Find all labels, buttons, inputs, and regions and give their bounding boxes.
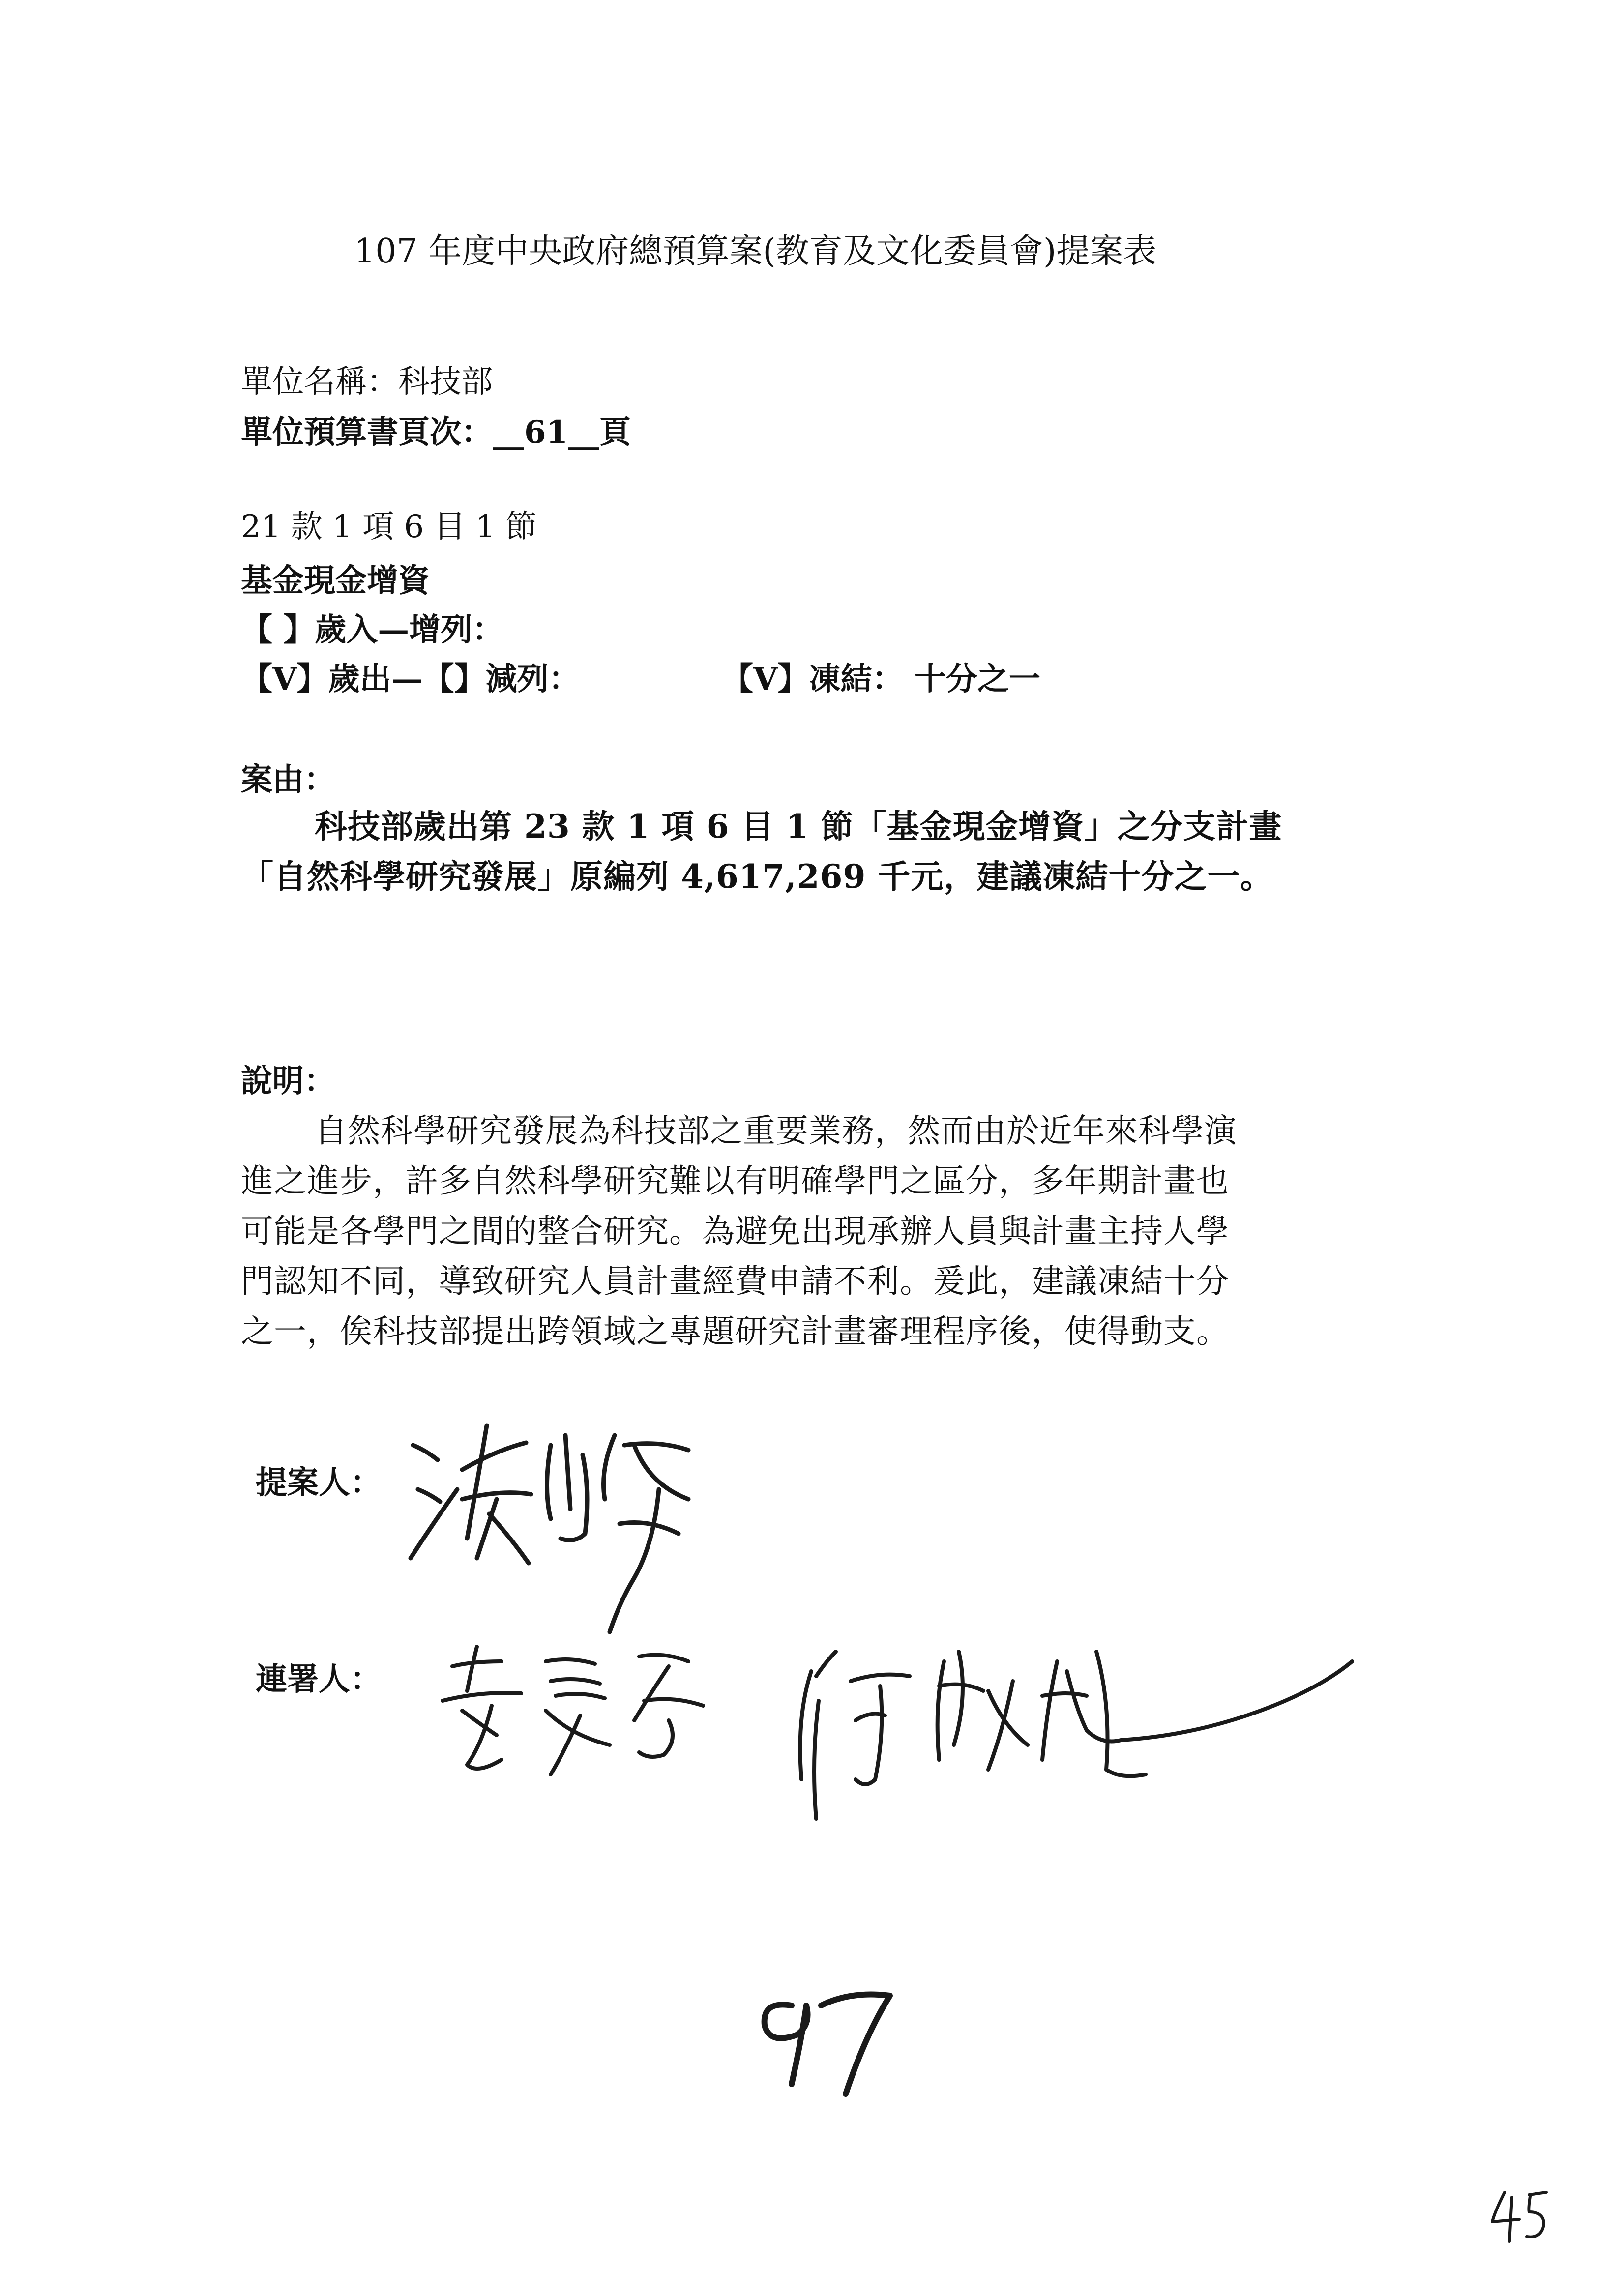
cosigner-label: 連署人： bbox=[256, 1661, 382, 1698]
revenue-line: 【 】歲入—增列： bbox=[241, 611, 504, 648]
budget-section: 21 款 1 項 6 目 1 節 bbox=[241, 509, 537, 545]
unit-page-number: 單位預算書頁次：__61__頁 bbox=[241, 414, 631, 451]
case-line-1: 科技部歲出第 23 款 1 項 6 目 1 節「基金現金增資」之分支計畫 bbox=[315, 807, 1282, 845]
freeze-line: 【V】凍結： 十分之一 bbox=[722, 661, 1040, 698]
cosigner-signature-2 bbox=[782, 1632, 1396, 1838]
case-heading: 案由： bbox=[241, 761, 335, 798]
explanation-heading: 說明： bbox=[241, 1063, 335, 1100]
case-body bbox=[241, 801, 1282, 901]
explanation-line-1: 自然科學研究發展為科技部之重要業務，然而由於近年來科學演 bbox=[315, 1112, 1237, 1150]
cosigner-signature-1 bbox=[433, 1637, 767, 1794]
explanation-line-4: 門認知不同，導致研究人員計畫經費申請不利。爰此，建議凍結十分 bbox=[241, 1262, 1229, 1300]
explanation-line-3: 可能是各學門之間的整合研究。為避免出現承辦人員與計畫主持人學 bbox=[241, 1212, 1229, 1250]
budget-subject: 基金現金增資 bbox=[241, 562, 430, 599]
proposer-signature bbox=[403, 1416, 747, 1661]
handwritten-page-number bbox=[752, 1981, 929, 2104]
explanation-body bbox=[241, 1106, 1237, 1357]
unit-name: 單位名稱：科技部 bbox=[241, 364, 493, 400]
explanation-line-5: 之一，俟科技部提出跨領域之專題研究計畫審理程序後，使得動支。 bbox=[241, 1312, 1229, 1350]
explanation-line-2: 進之進步，許多自然科學研究難以有明確學門之區分，多年期計畫也 bbox=[241, 1162, 1229, 1200]
case-line-2: 「自然科學研究發展」原編列 4,617,269 千元，建議凍結十分之一。 bbox=[241, 857, 1273, 896]
document-title: 107 年度中央政府總預算案(教育及文化委員會)提案表 bbox=[354, 232, 1157, 271]
proposer-label: 提案人： bbox=[256, 1464, 382, 1501]
handwritten-corner-number bbox=[1485, 2182, 1559, 2246]
expenditure-line: 【V】歲出—【】減列： bbox=[241, 661, 580, 698]
